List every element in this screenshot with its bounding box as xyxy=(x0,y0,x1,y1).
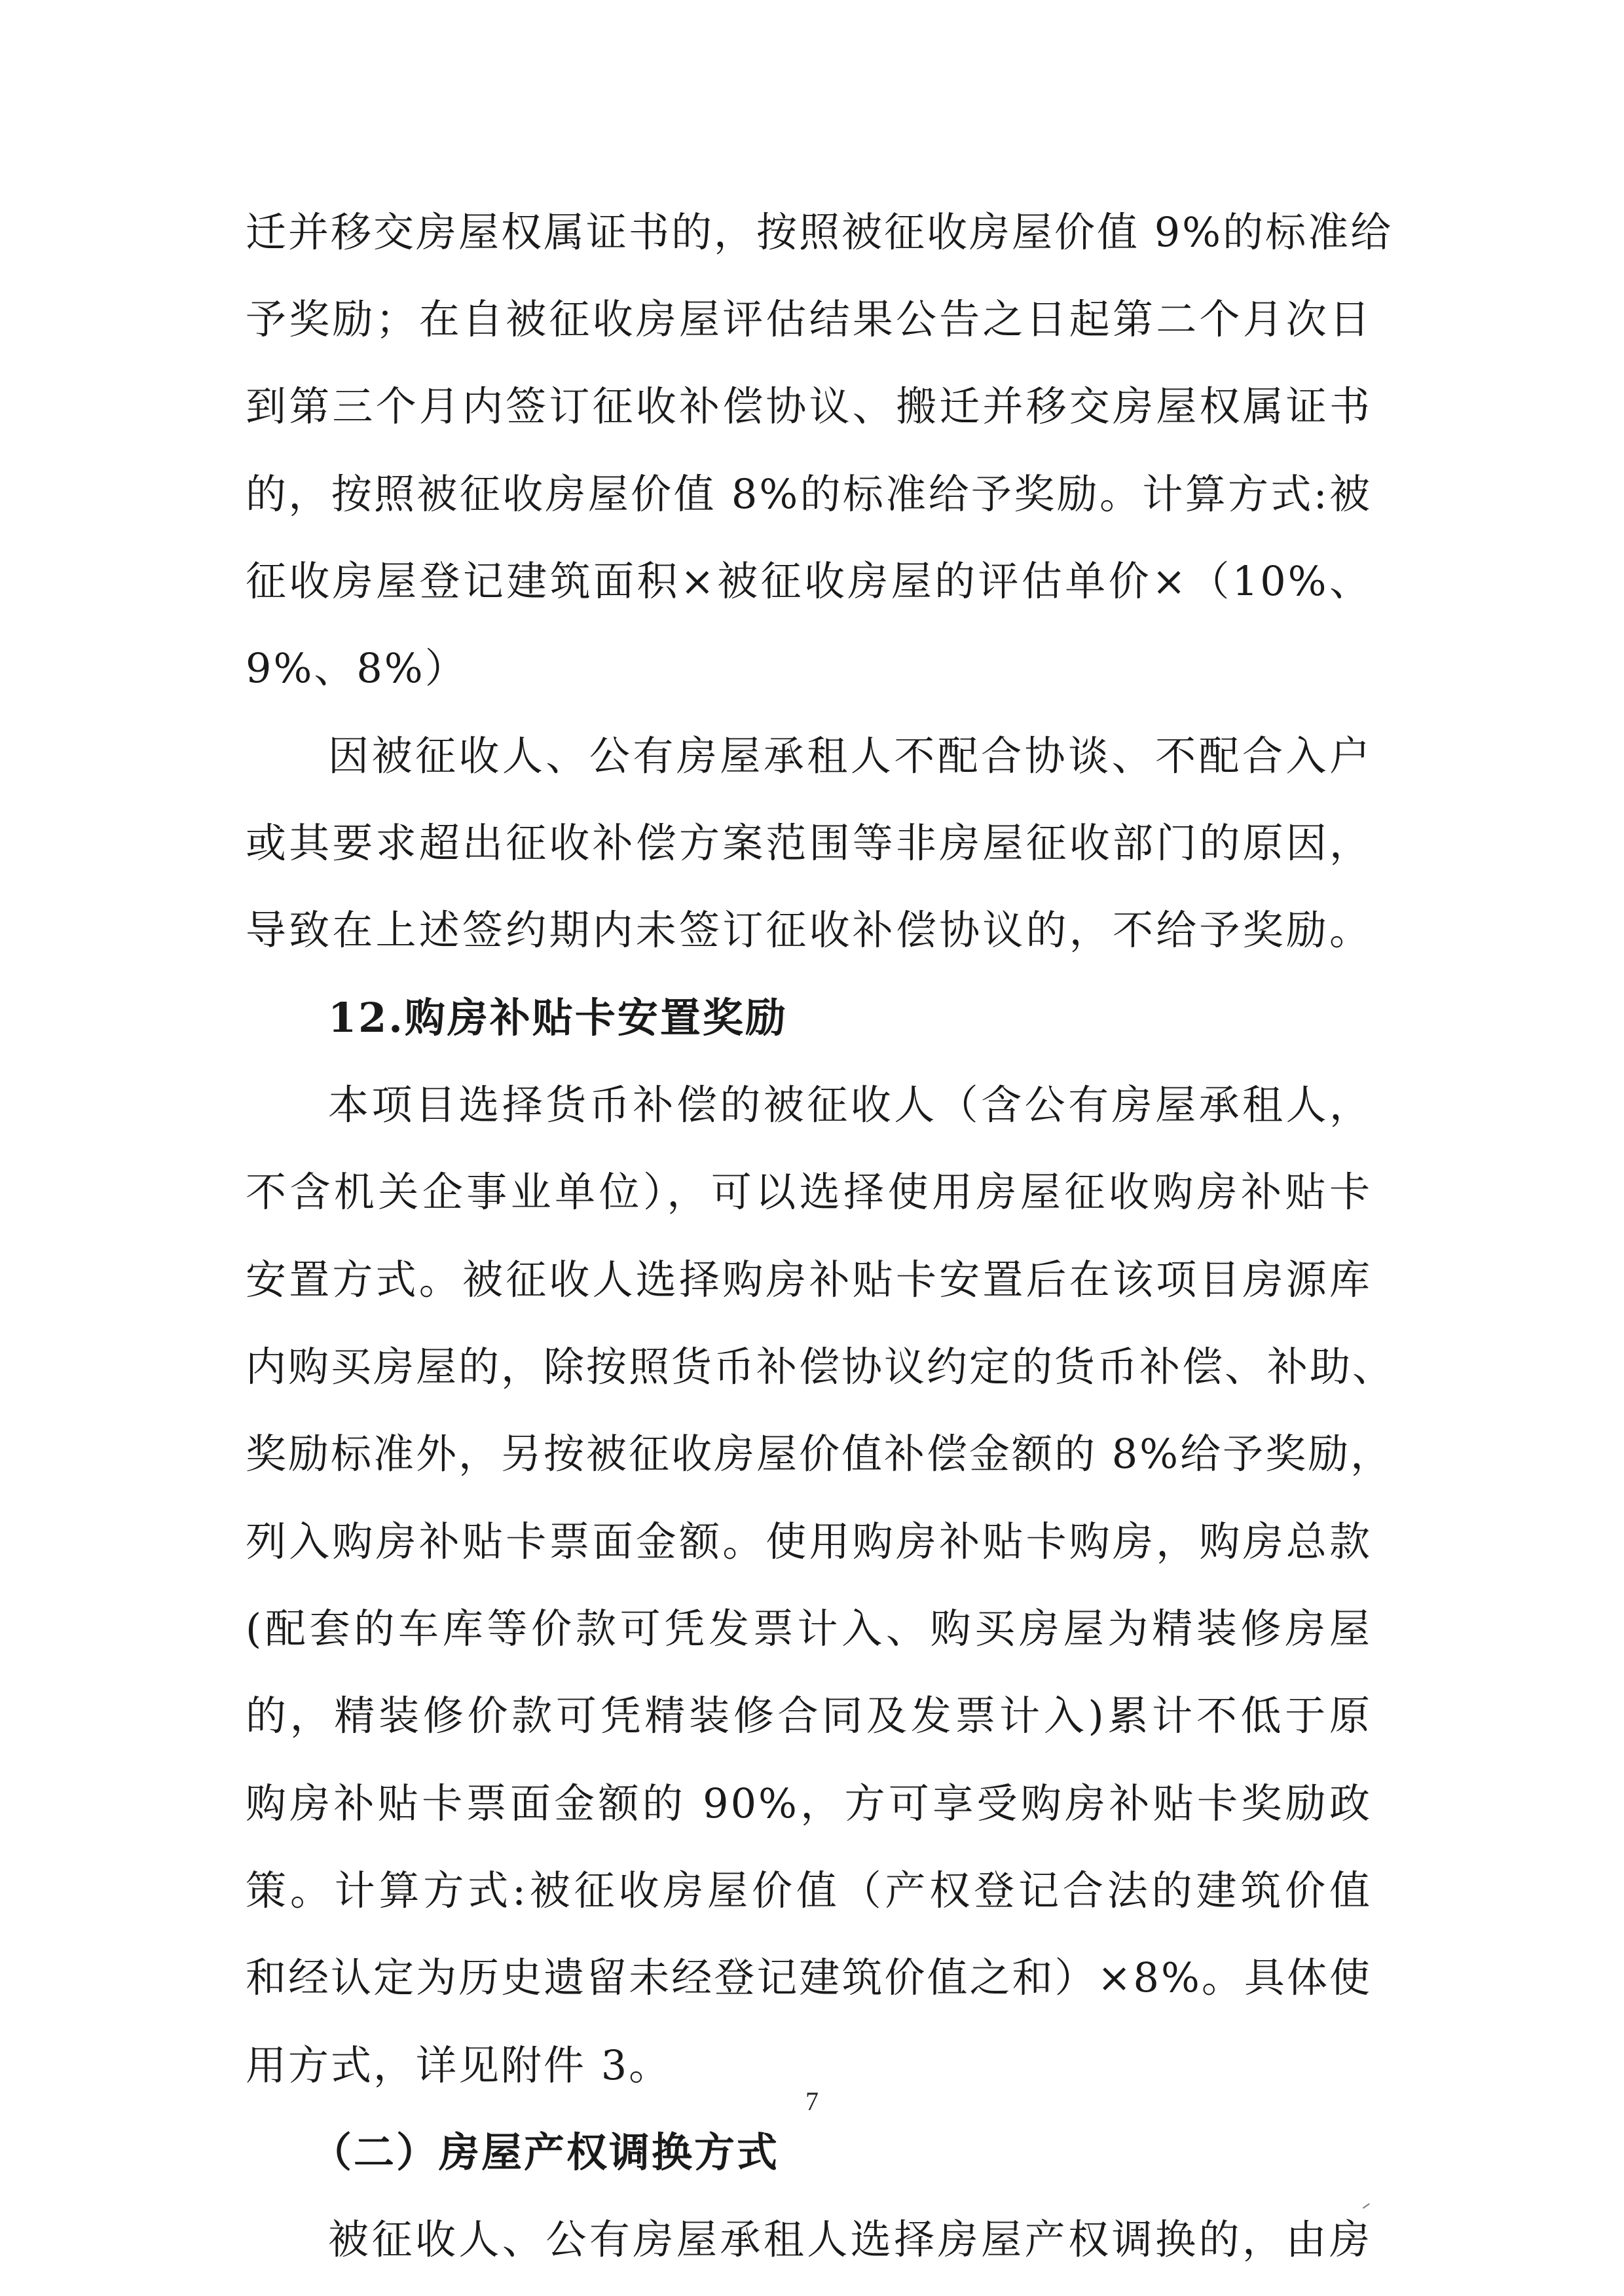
paragraph-line: (配套的车库等价款可凭发票计入、购买房屋为精装修房屋 xyxy=(246,1605,1372,1652)
paragraph-line: 奖励标准外，另按被征收房屋价值补偿金额的 8%给予奖励， xyxy=(246,1430,1393,1478)
section-heading: 12.购房补贴卡安置奖励 xyxy=(328,994,788,1042)
paragraph-line: 本项目选择货币补偿的被征收人（含公有房屋承租人， xyxy=(328,1081,1372,1129)
section-heading: （二）房屋产权调换方式 xyxy=(311,2128,780,2176)
paragraph-line: 被征收人、公有房屋承租人选择房屋产权调换的，由房 xyxy=(328,2215,1372,2263)
paragraph-line: 策。计算方式:被征收房屋价值（产权登记合法的建筑价值 xyxy=(246,1867,1372,1914)
paragraph-line: 予奖励；在自被征收房屋评估结果公告之日起第二个月次日 xyxy=(246,295,1372,343)
paragraph-line: 9%、8%） xyxy=(246,644,468,692)
paragraph-line: 征收房屋登记建筑面积×被征收房屋的评估单价×（10%、 xyxy=(246,557,1372,605)
paragraph-line: 用方式，详见附件 3。 xyxy=(246,2041,672,2089)
paragraph-line: 因被征收人、公有房屋承租人不配合协谈、不配合入户 xyxy=(328,732,1372,780)
paragraph-line: 内购买房屋的，除按照货币补偿协议约定的货币补偿、补助、 xyxy=(246,1343,1395,1391)
paragraph-line: 不含机关企事业单位），可以选择使用房屋征收购房补贴卡 xyxy=(246,1168,1372,1216)
paragraph-line: 到第三个月内签订征收补偿协议、搬迁并移交房屋权属证书 xyxy=(246,382,1372,430)
paragraph-line: 和经认定为历史遗留未经登记建筑价值之和）×8%。具体使 xyxy=(246,1954,1372,2001)
paragraph-line: 列入购房补贴卡票面金额。使用购房补贴卡购房，购房总款 xyxy=(246,1518,1372,1565)
paragraph-line: 的，按照被征收房屋价值 8%的标准给予奖励。计算方式:被 xyxy=(246,470,1372,518)
paragraph-line: 安置方式。被征收人选择购房补贴卡安置后在该项目房源库 xyxy=(246,1256,1372,1303)
page-number: 7 xyxy=(805,2086,819,2116)
paragraph-line: 迁并移交房屋权属证书的，按照被征收房屋价值 9%的标准给 xyxy=(246,208,1393,256)
paragraph-line: 购房补贴卡票面金额的 90%，方可享受购房补贴卡奖励政 xyxy=(246,1779,1372,1827)
paragraph-line: 导致在上述签约期内未签订征收补偿协议的，不给予奖励。 xyxy=(246,906,1372,954)
paragraph-line: 或其要求超出征收补偿方案范围等非房屋征收部门的原因， xyxy=(246,819,1372,867)
paragraph-line: 的，精装修价款可凭精装修合同及发票计入)累计不低于原 xyxy=(246,1692,1372,1740)
